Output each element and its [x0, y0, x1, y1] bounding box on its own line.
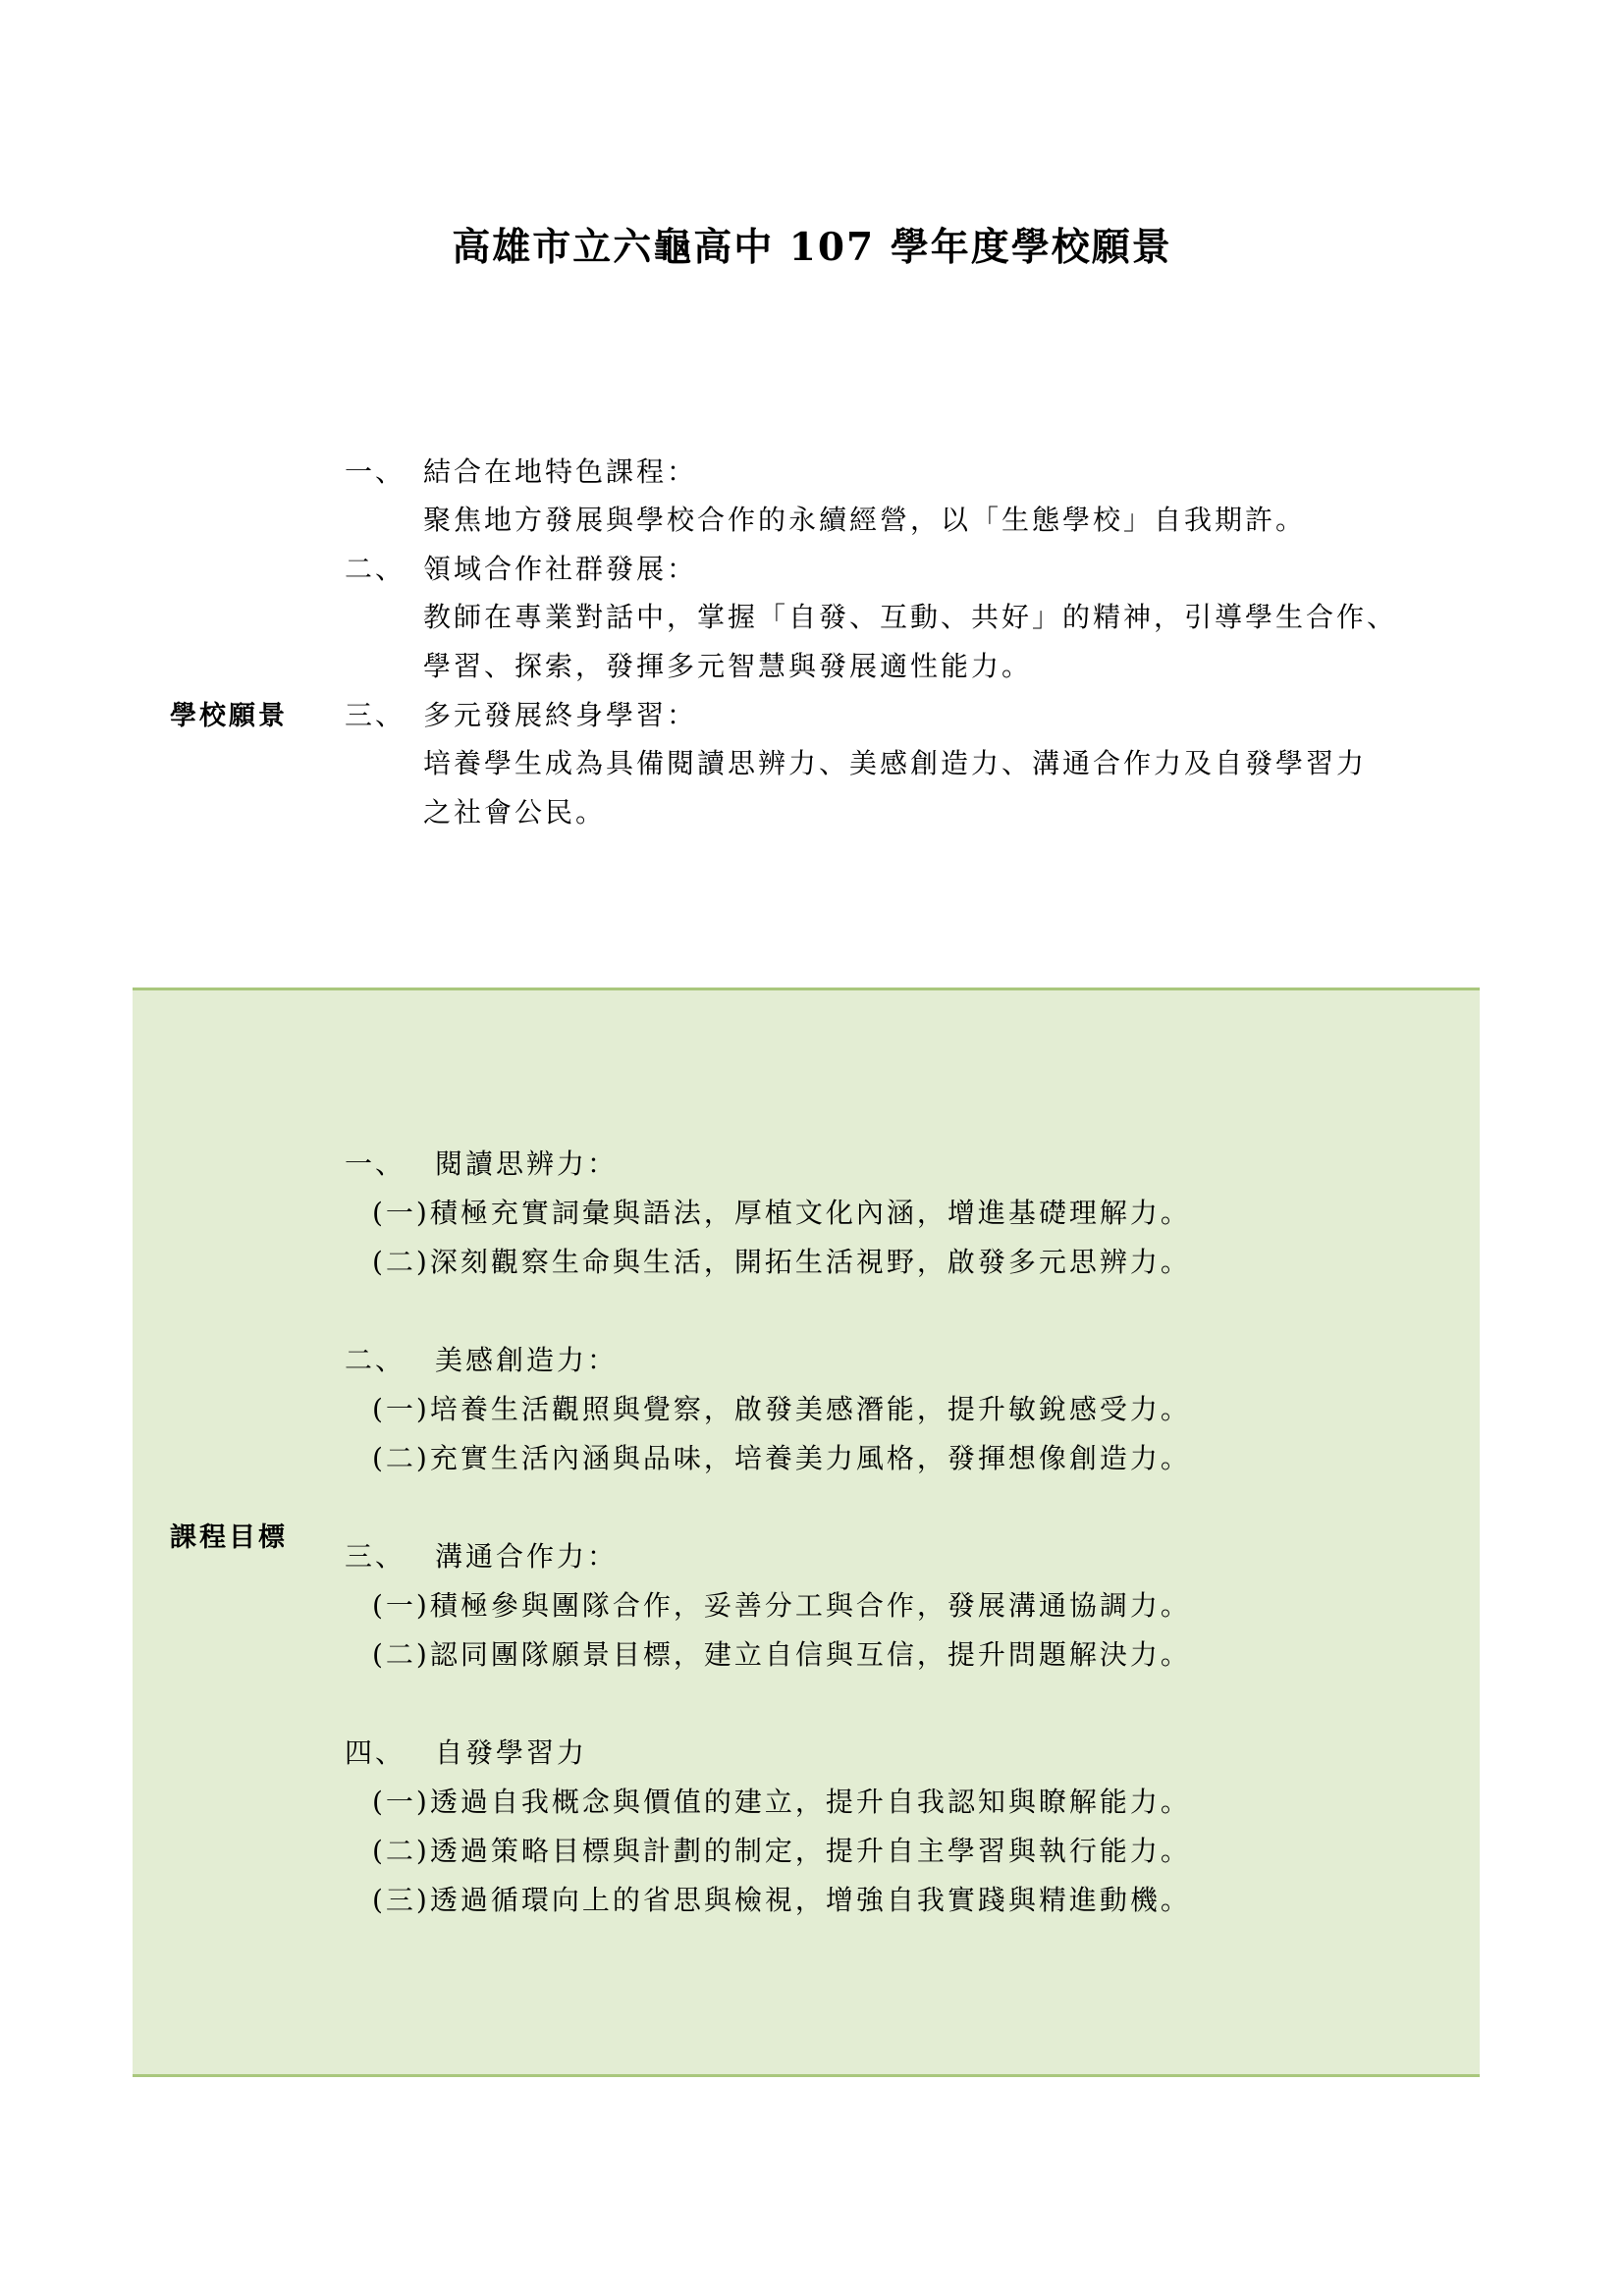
- course-goals-section: [133, 988, 1480, 2077]
- course-goals-label: 課程目標: [170, 1522, 288, 1553]
- goal-sub-item: (二)認同團隊願景目標，建立自信與互信，提升問題解決力。: [372, 1638, 1191, 1671]
- course-goals-list: [345, 1140, 1425, 1925]
- vision-item-heading: 領域合作社群發展：: [423, 553, 698, 585]
- goal-group-number: 四、: [345, 1736, 406, 1769]
- goal-sub-item: (一)積極參與團隊合作，妥善分工與合作，發展溝通協調力。: [372, 1589, 1191, 1622]
- vision-item: [345, 691, 1484, 837]
- vision-item-line: 聚焦地方發展與學校合作的永續經營，以「生態學校」自我期許。: [423, 504, 1307, 536]
- vision-item-number: 二、: [345, 553, 406, 585]
- vision-item-heading: 結合在地特色課程：: [423, 455, 698, 488]
- goal-sub-item: (一)透過自我概念與價值的建立，提升自我認知與瞭解能力。: [372, 1786, 1191, 1818]
- goal-group: [345, 1729, 1425, 1925]
- school-vision-list: [345, 448, 1484, 837]
- school-vision-section: [133, 432, 1480, 854]
- goal-group: [345, 1140, 1425, 1287]
- page-title: 高雄市立六龜高中 107 學年度學校願景: [452, 225, 1172, 270]
- vision-item: [345, 448, 1484, 545]
- vision-item-line: 培養學生成為具備閱讀思辨力、美感創造力、溝通合作力及自發學習力: [423, 747, 1368, 779]
- goal-group-number: 三、: [345, 1540, 406, 1573]
- vision-item-line: 學習、探索，發揮多元智慧與發展適性能力。: [423, 650, 1033, 682]
- goal-group-number: 二、: [345, 1344, 406, 1376]
- goal-group-number: 一、: [345, 1148, 406, 1180]
- vision-item-number: 三、: [345, 699, 406, 731]
- goal-sub-item: (二)透過策略目標與計劃的制定，提升自主學習與執行能力。: [372, 1835, 1191, 1867]
- goal-sub-item: (二)充實生活內涵與品味，培養美力風格，發揮想像創造力。: [372, 1442, 1191, 1474]
- vision-item: [345, 545, 1484, 691]
- goal-group-heading: 閱讀思辨力：: [435, 1148, 619, 1180]
- goal-group-heading: 美感創造力：: [435, 1344, 619, 1376]
- goal-group: [345, 1532, 1425, 1680]
- vision-item-heading: 多元發展終身學習：: [423, 699, 698, 731]
- goal-group-heading: 自發學習力: [435, 1736, 588, 1769]
- goal-group: [345, 1336, 1425, 1483]
- vision-item-line: 教師在專業對話中，掌握「自發、互動、共好」的精神，引導學生合作、: [423, 601, 1398, 633]
- goal-sub-item: (一)培養生活觀照與覺察，啟發美感潛能，提升敏銳感受力。: [372, 1393, 1191, 1425]
- goal-group-heading: 溝通合作力：: [435, 1540, 619, 1573]
- goal-sub-item: (三)透過循環向上的省思與檢視，增強自我實踐與精進動機。: [372, 1884, 1191, 1916]
- vision-item-number: 一、: [345, 455, 406, 488]
- school-vision-label: 學校願景: [170, 701, 288, 731]
- goal-sub-item: (二)深刻觀察生命與生活，開拓生活視野，啟發多元思辨力。: [372, 1246, 1191, 1278]
- vision-item-line: 之社會公民。: [423, 796, 607, 828]
- goal-sub-item: (一)積極充實詞彙與語法，厚植文化內涵，增進基礎理解力。: [372, 1197, 1191, 1229]
